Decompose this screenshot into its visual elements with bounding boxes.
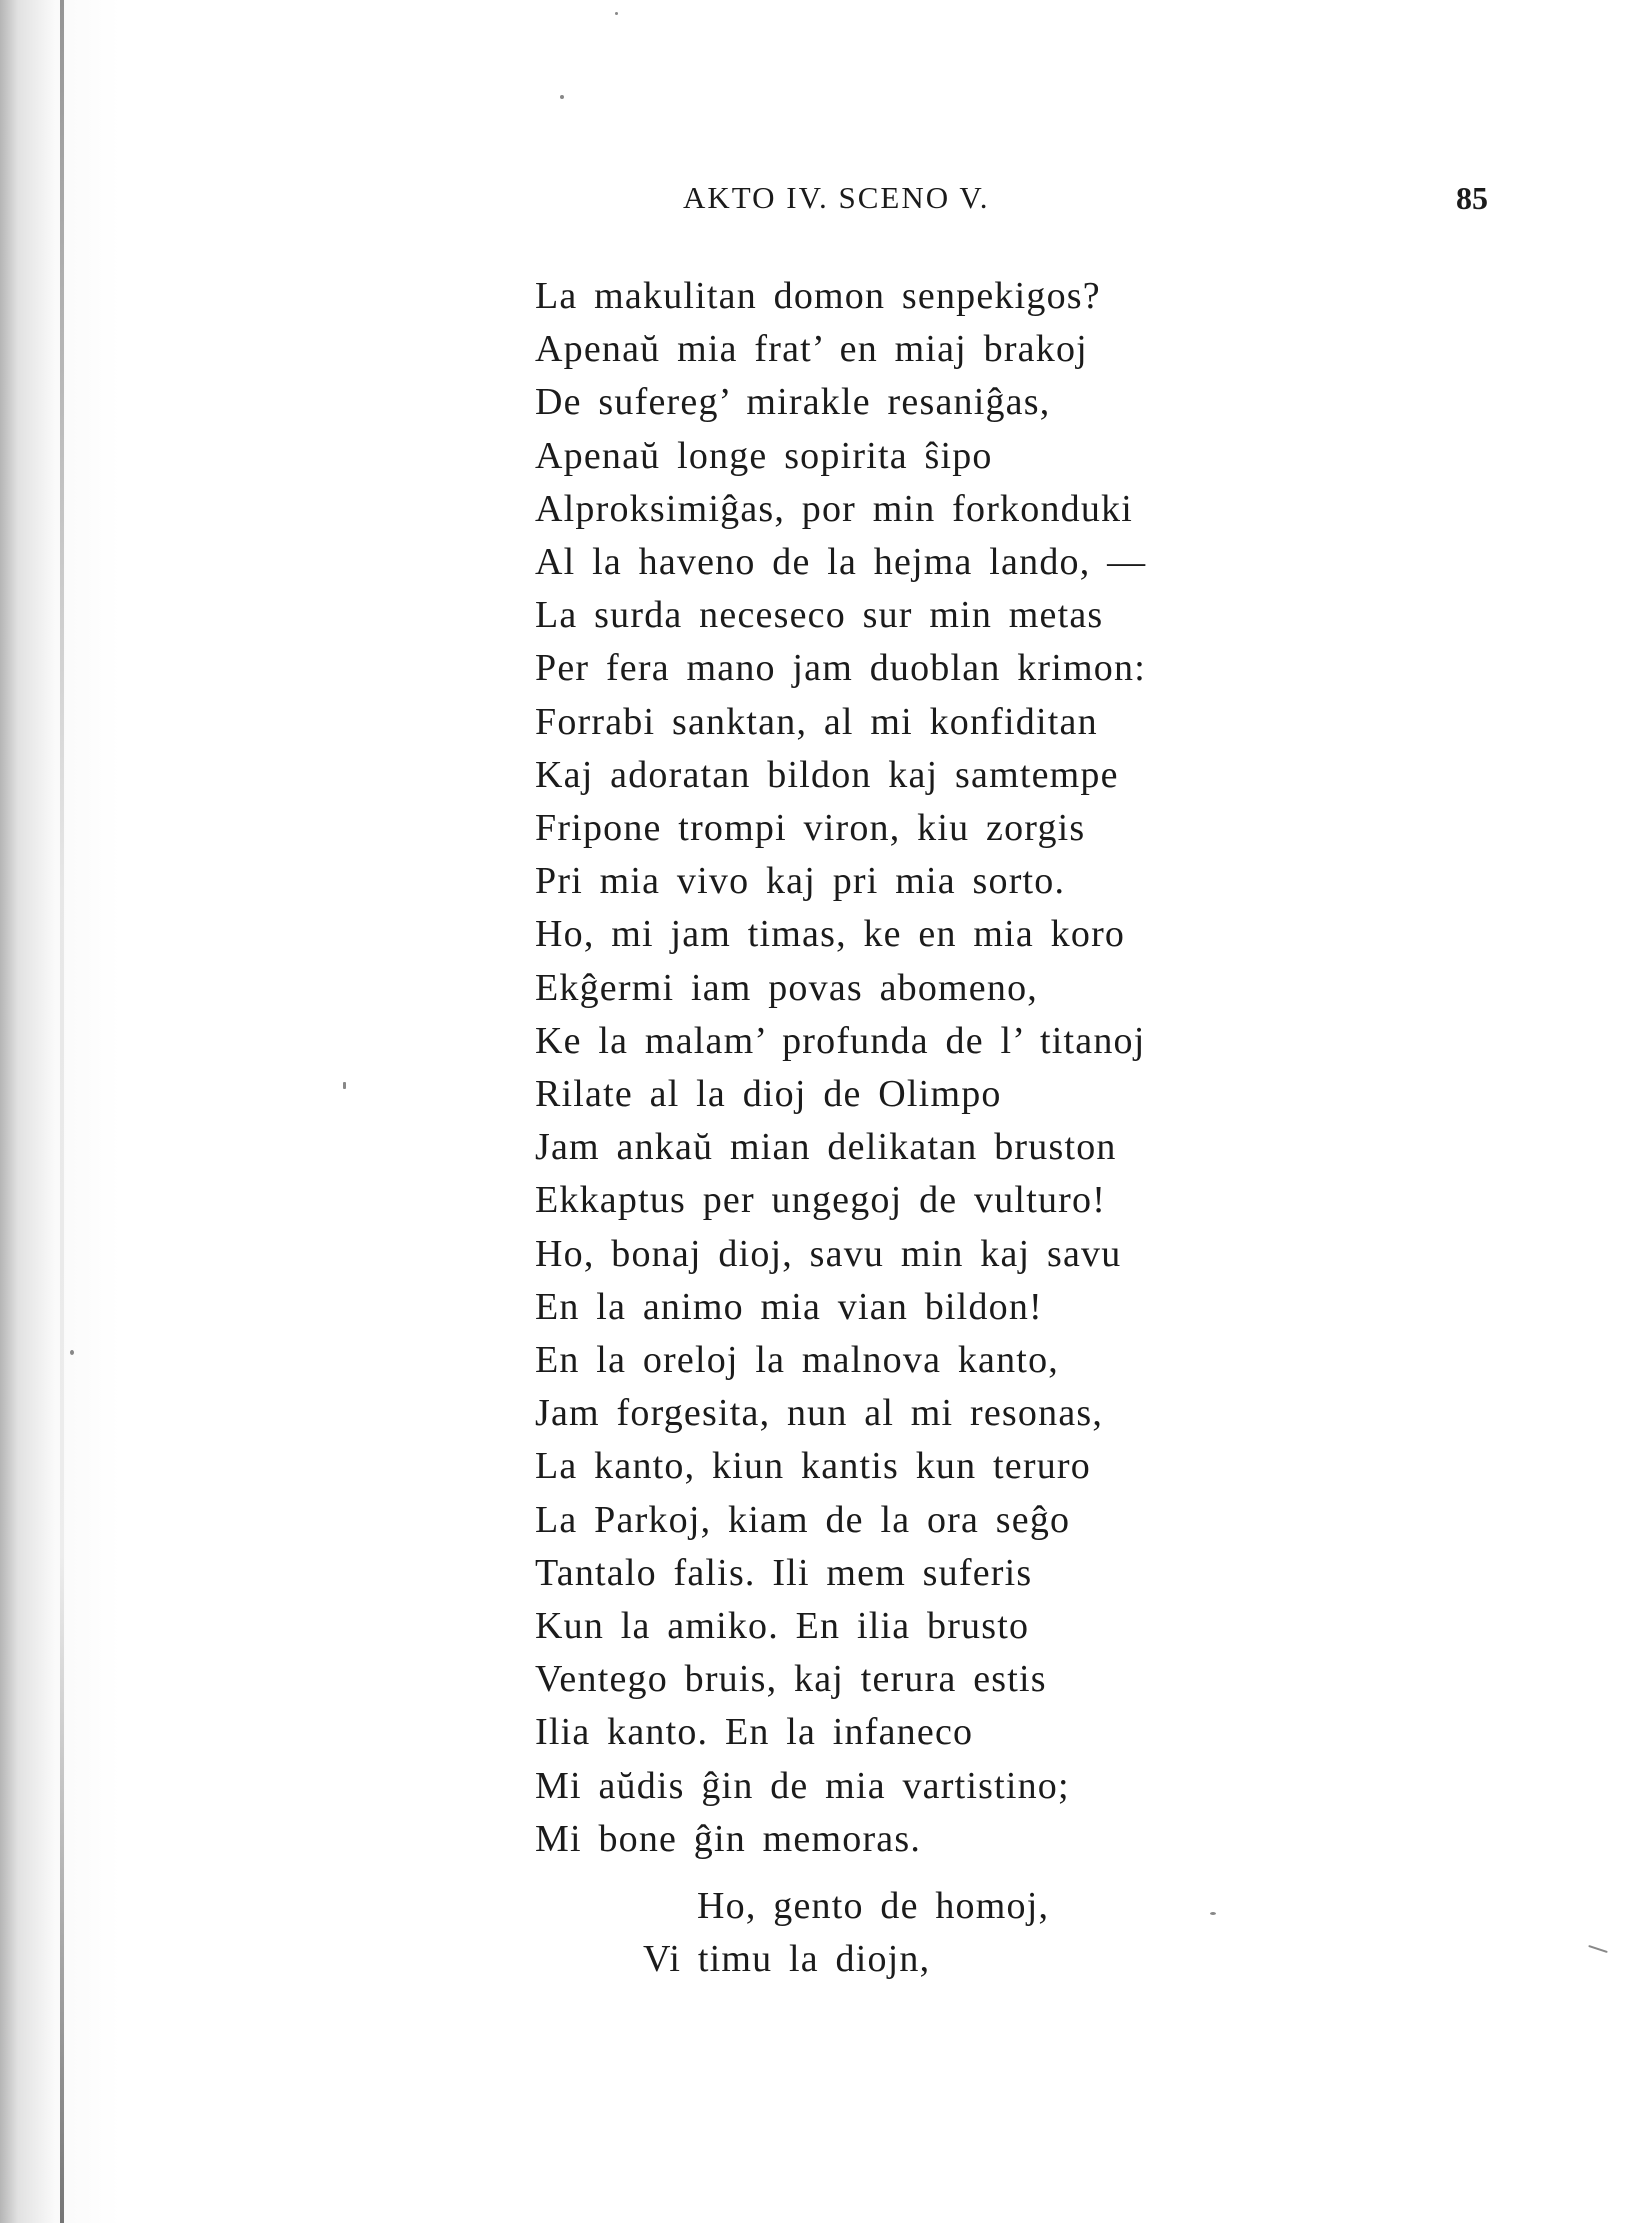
verse-line: Apenaŭ mia frat’ en miaj brakoj	[535, 328, 1088, 371]
verse-line: Ekkaptus per ungegoj de vulturo!	[535, 1179, 1107, 1222]
chorus-line: Vi timu la diojn,	[643, 1938, 931, 1980]
verse-line: Kun la amiko. En ilia brusto	[535, 1605, 1030, 1648]
verse-line: Ho, mi jam timas, ke en mia koro	[535, 913, 1126, 956]
scan-speck	[615, 12, 618, 15]
verse-line: Mi bone ĝin memoras.	[535, 1817, 922, 1860]
verse-line: Per fera mano jam duoblan krimon:	[535, 647, 1146, 690]
verse-line: Ekĝermi iam povas abomeno,	[535, 966, 1038, 1009]
verse-line: Mi aŭdis ĝin de mia vartistino;	[535, 1764, 1070, 1807]
verse-line: Jam ankaŭ mian delikatan bruston	[535, 1126, 1117, 1169]
verse-line: Kaj adoratan bildon kaj samtempe	[535, 753, 1119, 796]
verse-block	[535, 270, 1146, 1866]
verse-line: Ventego bruis, kaj terura estis	[535, 1658, 1047, 1701]
verse-line: Apenaŭ longe sopirita ŝipo	[535, 434, 993, 477]
verse-line: En la oreloj la malnova kanto,	[535, 1339, 1059, 1382]
verse-line: Jam forgesita, nun al mi resonas,	[535, 1392, 1104, 1435]
verse-line: Rilate al la dioj de Olimpo	[535, 1073, 1002, 1116]
scan-speck	[343, 1082, 346, 1089]
scan-speck	[70, 1350, 74, 1355]
verse-line: La kanto, kiun kantis kun teruro	[535, 1445, 1091, 1488]
running-head	[0, 180, 1642, 228]
scan-speck	[560, 95, 564, 99]
verse-line: En la animo mia vian bildon!	[535, 1285, 1043, 1328]
verse-line: Al la haveno de la hejma lando, —	[535, 541, 1147, 584]
verse-line: Alproksimiĝas, por min forkonduki	[535, 487, 1134, 530]
verse-line: Pri mia vivo kaj pri mia sorto.	[535, 860, 1066, 903]
verse-line: Ho, bonaj dioj, savu min kaj savu	[535, 1232, 1122, 1275]
verse-line: La makulitan domon senpekigos?	[535, 275, 1101, 317]
running-title: AKTO IV. SCENO V.	[683, 180, 990, 215]
verse-line: Tantalo falis. Ili mem suferis	[535, 1551, 1033, 1594]
verse-line: Fripone trompi viron, kiu zorgis	[535, 807, 1086, 850]
verse-line: La Parkoj, kiam de la ora seĝo	[535, 1498, 1071, 1541]
verse-line: Ilia kanto. En la infaneco	[535, 1711, 974, 1754]
verse-line: Ke la malam’ profunda de l’ titanoj	[535, 1019, 1146, 1062]
verse-line: La surda neceseco sur min metas	[535, 594, 1104, 637]
chorus-line: Ho, gento de homoj,	[697, 1885, 1050, 1927]
page-number: 85	[1456, 180, 1488, 216]
verse-line: Forrabi sanktan, al mi konfiditan	[535, 700, 1098, 743]
chorus-block	[0, 1880, 1642, 1986]
verse-line: De sufereg’ mirakle resaniĝas,	[535, 381, 1051, 424]
